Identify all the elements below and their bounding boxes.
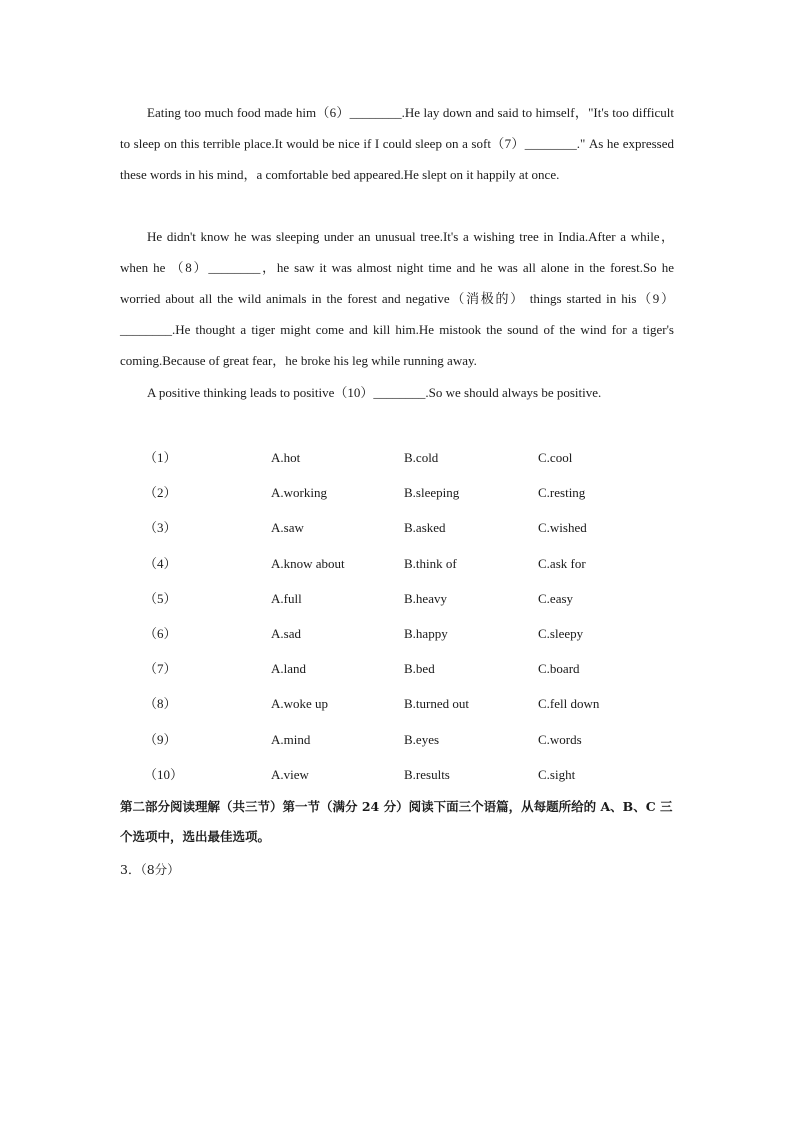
answer-options-list: [0, 442, 794, 794]
question-number: （6）: [144, 625, 177, 641]
option-a: A.know about: [271, 555, 345, 571]
option-b: B.cold: [404, 450, 439, 465]
option-row: [0, 618, 794, 653]
option-b: B.happy: [404, 625, 448, 641]
section-heading: 第二部分阅读理解（共三节）第一节（满分 24 分）阅读下面三个语篇，从每题所给的 A、B、C 三个选项中，选出最佳选项。: [120, 799, 673, 844]
option-row: [0, 512, 794, 547]
option-b: B.heavy: [404, 590, 447, 606]
option-row: [0, 653, 794, 688]
option-row: [0, 442, 794, 477]
option-row: [0, 724, 794, 759]
option-row: [0, 548, 794, 583]
option-a: A.mind: [271, 731, 311, 747]
option-b: B.bed: [404, 661, 435, 677]
question-number: （4）: [144, 555, 177, 571]
question-number: （1）: [144, 450, 177, 465]
option-c: C.sleepy: [538, 625, 584, 641]
option-c: C.ask for: [538, 555, 586, 571]
option-a: A.hot: [271, 450, 301, 465]
option-c: C.wished: [538, 520, 587, 536]
option-a: A.full: [271, 590, 302, 606]
passage-paragraph-1: Eating too much food made him（6）________.He lay down and said to himself，"It's too difficult to sleep on this terrible place.It would be nice if I could sleep on a soft（7）________." As he expressed these words in his mind，a comfortable bed appeared.He slept on it happily at once.: [120, 105, 674, 182]
option-row: [0, 759, 794, 794]
option-b: B.sleeping: [404, 485, 460, 501]
option-c: C.board: [538, 661, 580, 677]
option-b: B.eyes: [404, 731, 440, 747]
option-b: B.results: [404, 766, 450, 782]
option-c: C.easy: [538, 590, 574, 606]
question-number: （7）: [144, 661, 177, 677]
question-3-number: 3．（8分）: [120, 862, 180, 877]
option-c: C.cool: [538, 450, 573, 465]
question-number: （5）: [144, 590, 177, 606]
option-a: A.working: [271, 485, 327, 501]
option-a: A.woke up: [271, 696, 329, 712]
option-row: [0, 477, 794, 512]
passage-paragraph-2: He didn't know he was sleeping under an unusual tree.It's a wishing tree in India.After a while，when he （8）________，he saw it was almost night time and he was all alone in the forest.So he worried about all the wild animals in the forest and negative（消极的） things started in his（9）________.He thought a tiger might come and kill him.He mistook the sound of the wind for a tiger's coming.Because of great fear，he broke his leg while running away.: [120, 229, 674, 368]
option-b: B.asked: [404, 520, 446, 536]
option-row: [0, 583, 794, 618]
option-a: A.saw: [271, 520, 304, 536]
option-a: A.land: [271, 661, 307, 677]
option-c: C.resting: [538, 485, 586, 501]
option-c: C.fell down: [538, 696, 600, 712]
option-a: A.sad: [271, 625, 301, 641]
option-c: C.words: [538, 731, 582, 747]
option-b: B.turned out: [404, 696, 469, 712]
passage-paragraph-3: A positive thinking leads to positive（10）________.So we should always be positive.: [147, 385, 602, 400]
option-row: [0, 688, 794, 723]
question-number: （10）: [144, 766, 184, 782]
question-number: （9）: [144, 731, 177, 747]
option-b: B.think of: [404, 555, 457, 571]
question-number: （8）: [144, 696, 177, 712]
option-c: C.sight: [538, 766, 576, 782]
question-number: （2）: [144, 485, 177, 501]
option-a: A.view: [271, 766, 309, 782]
question-number: （3）: [144, 520, 177, 536]
